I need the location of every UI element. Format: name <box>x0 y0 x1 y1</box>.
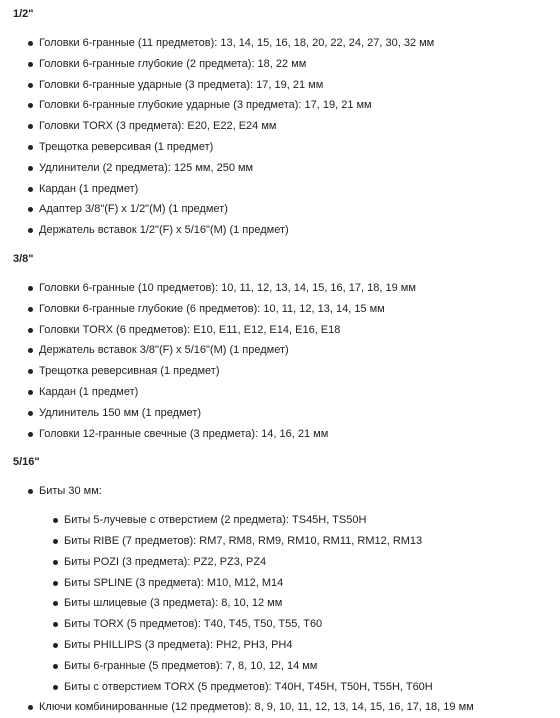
section-title-five-sixteenths: 5/16" <box>13 456 40 469</box>
list-item: Биты с отверстием TORX (5 предметов): T40H, T45H, T50H, T55H, T60H <box>0 677 560 698</box>
list-item: Биты 5-лучевые с отверстием (2 предмета): TS45H, TS50H <box>0 510 560 531</box>
bullet-icon <box>28 307 33 312</box>
list-item: Головки 6-гранные (10 предметов): 10, 11, 12, 13, 14, 15, 16, 17, 18, 19 мм <box>0 278 560 299</box>
list-item: Трещотка реверсивная (1 предмет) <box>0 361 560 382</box>
bullet-icon <box>28 369 33 374</box>
list-item: Головки TORX (6 предметов): E10, E11, E12, E14, E16, E18 <box>0 320 560 341</box>
keys-list <box>0 697 560 718</box>
three-eighths-list <box>0 278 560 444</box>
list-item: Головки 6-гранные глубокие (2 предмета): 18, 22 мм <box>0 54 560 75</box>
list-item: Трещотка реверсивая (1 предмет) <box>0 137 560 158</box>
bullet-icon <box>28 62 33 67</box>
list-item-keys: Ключи комбинированные (12 предметов): 8, 9, 10, 11, 12, 13, 14, 15, 16, 17, 18, 19 мм <box>0 697 560 718</box>
five-sixteenths-list <box>0 481 560 502</box>
section-title-three-eighths: 3/8" <box>13 252 34 265</box>
bullet-icon <box>53 622 58 627</box>
bullet-icon <box>28 166 33 171</box>
list-item: Биты SPLINE (3 предмета): M10, M12, M14 <box>0 573 560 594</box>
list-item: Головки 6-гранные ударные (3 предмета): 17, 19, 21 мм <box>0 75 560 96</box>
bullet-icon <box>28 187 33 192</box>
bullet-icon <box>28 207 33 212</box>
bullet-icon <box>28 348 33 353</box>
half-inch-list <box>0 33 560 241</box>
bullet-icon <box>28 124 33 129</box>
bullet-icon <box>28 432 33 437</box>
list-item: Головки TORX (3 предмета): E20, E22, E24 мм <box>0 116 560 137</box>
bullet-icon <box>28 705 33 710</box>
list-item: Биты шлицевые (3 предмета): 8, 10, 12 мм <box>0 593 560 614</box>
bullet-icon <box>28 489 33 494</box>
list-item: Головки 6-гранные глубокие ударные (3 предмета): 17, 19, 21 мм <box>0 95 560 116</box>
list-item: Удлинитель 150 мм (1 предмет) <box>0 403 560 424</box>
bullet-icon <box>28 145 33 150</box>
bullet-icon <box>28 390 33 395</box>
list-item: Биты PHILLIPS (3 предмета): PH2, PH3, PH4 <box>0 635 560 656</box>
bullet-icon <box>53 518 58 523</box>
list-item: Удлинители (2 предмета): 125 мм, 250 мм <box>0 158 560 179</box>
list-item: Головки 6-гранные (11 предметов): 13, 14, 15, 16, 18, 20, 22, 24, 27, 30, 32 мм <box>0 33 560 54</box>
bullet-icon <box>28 83 33 88</box>
bullet-icon <box>53 643 58 648</box>
list-item: Головки 6-гранные глубокие (6 предметов): 10, 11, 12, 13, 14, 15 мм <box>0 299 560 320</box>
bullet-icon <box>28 103 33 108</box>
bullet-icon <box>28 286 33 291</box>
list-item: Биты POZI (3 предмета): PZ2, PZ3, PZ4 <box>0 552 560 573</box>
bullet-icon <box>28 41 33 46</box>
list-item: Биты RIBE (7 предметов): RM7, RM8, RM9, RM10, RM11, RM12, RM13 <box>0 531 560 552</box>
list-item: Биты TORX (5 предметов): T40, T45, T50, T55, T60 <box>0 614 560 635</box>
bullet-icon <box>28 228 33 233</box>
bullet-icon <box>53 560 58 565</box>
bullet-icon <box>53 581 58 586</box>
bullet-icon <box>28 411 33 416</box>
list-item-bits-group: Биты 30 мм: <box>0 481 560 502</box>
bullet-icon <box>53 539 58 544</box>
bullet-icon <box>53 601 58 606</box>
list-item: Кардан (1 предмет) <box>0 179 560 200</box>
bullet-icon <box>53 685 58 690</box>
list-item: Кардан (1 предмет) <box>0 382 560 403</box>
list-item: Головки 12-гранные свечные (3 предмета): 14, 16, 21 мм <box>0 424 560 445</box>
bullet-icon <box>28 328 33 333</box>
list-item: Биты 6-гранные (5 предметов): 7, 8, 10, 12, 14 мм <box>0 656 560 677</box>
list-item: Держатель вставок 1/2"(F) х 5/16"(M) (1 предмет) <box>0 220 560 241</box>
list-item: Адаптер 3/8"(F) х 1/2"(M) (1 предмет) <box>0 199 560 220</box>
bits-sublist <box>0 510 560 697</box>
bullet-icon <box>53 664 58 669</box>
list-item: Держатель вставок 3/8"(F) х 5/16"(M) (1 предмет) <box>0 340 560 361</box>
section-title-half-inch: 1/2" <box>13 8 34 20</box>
